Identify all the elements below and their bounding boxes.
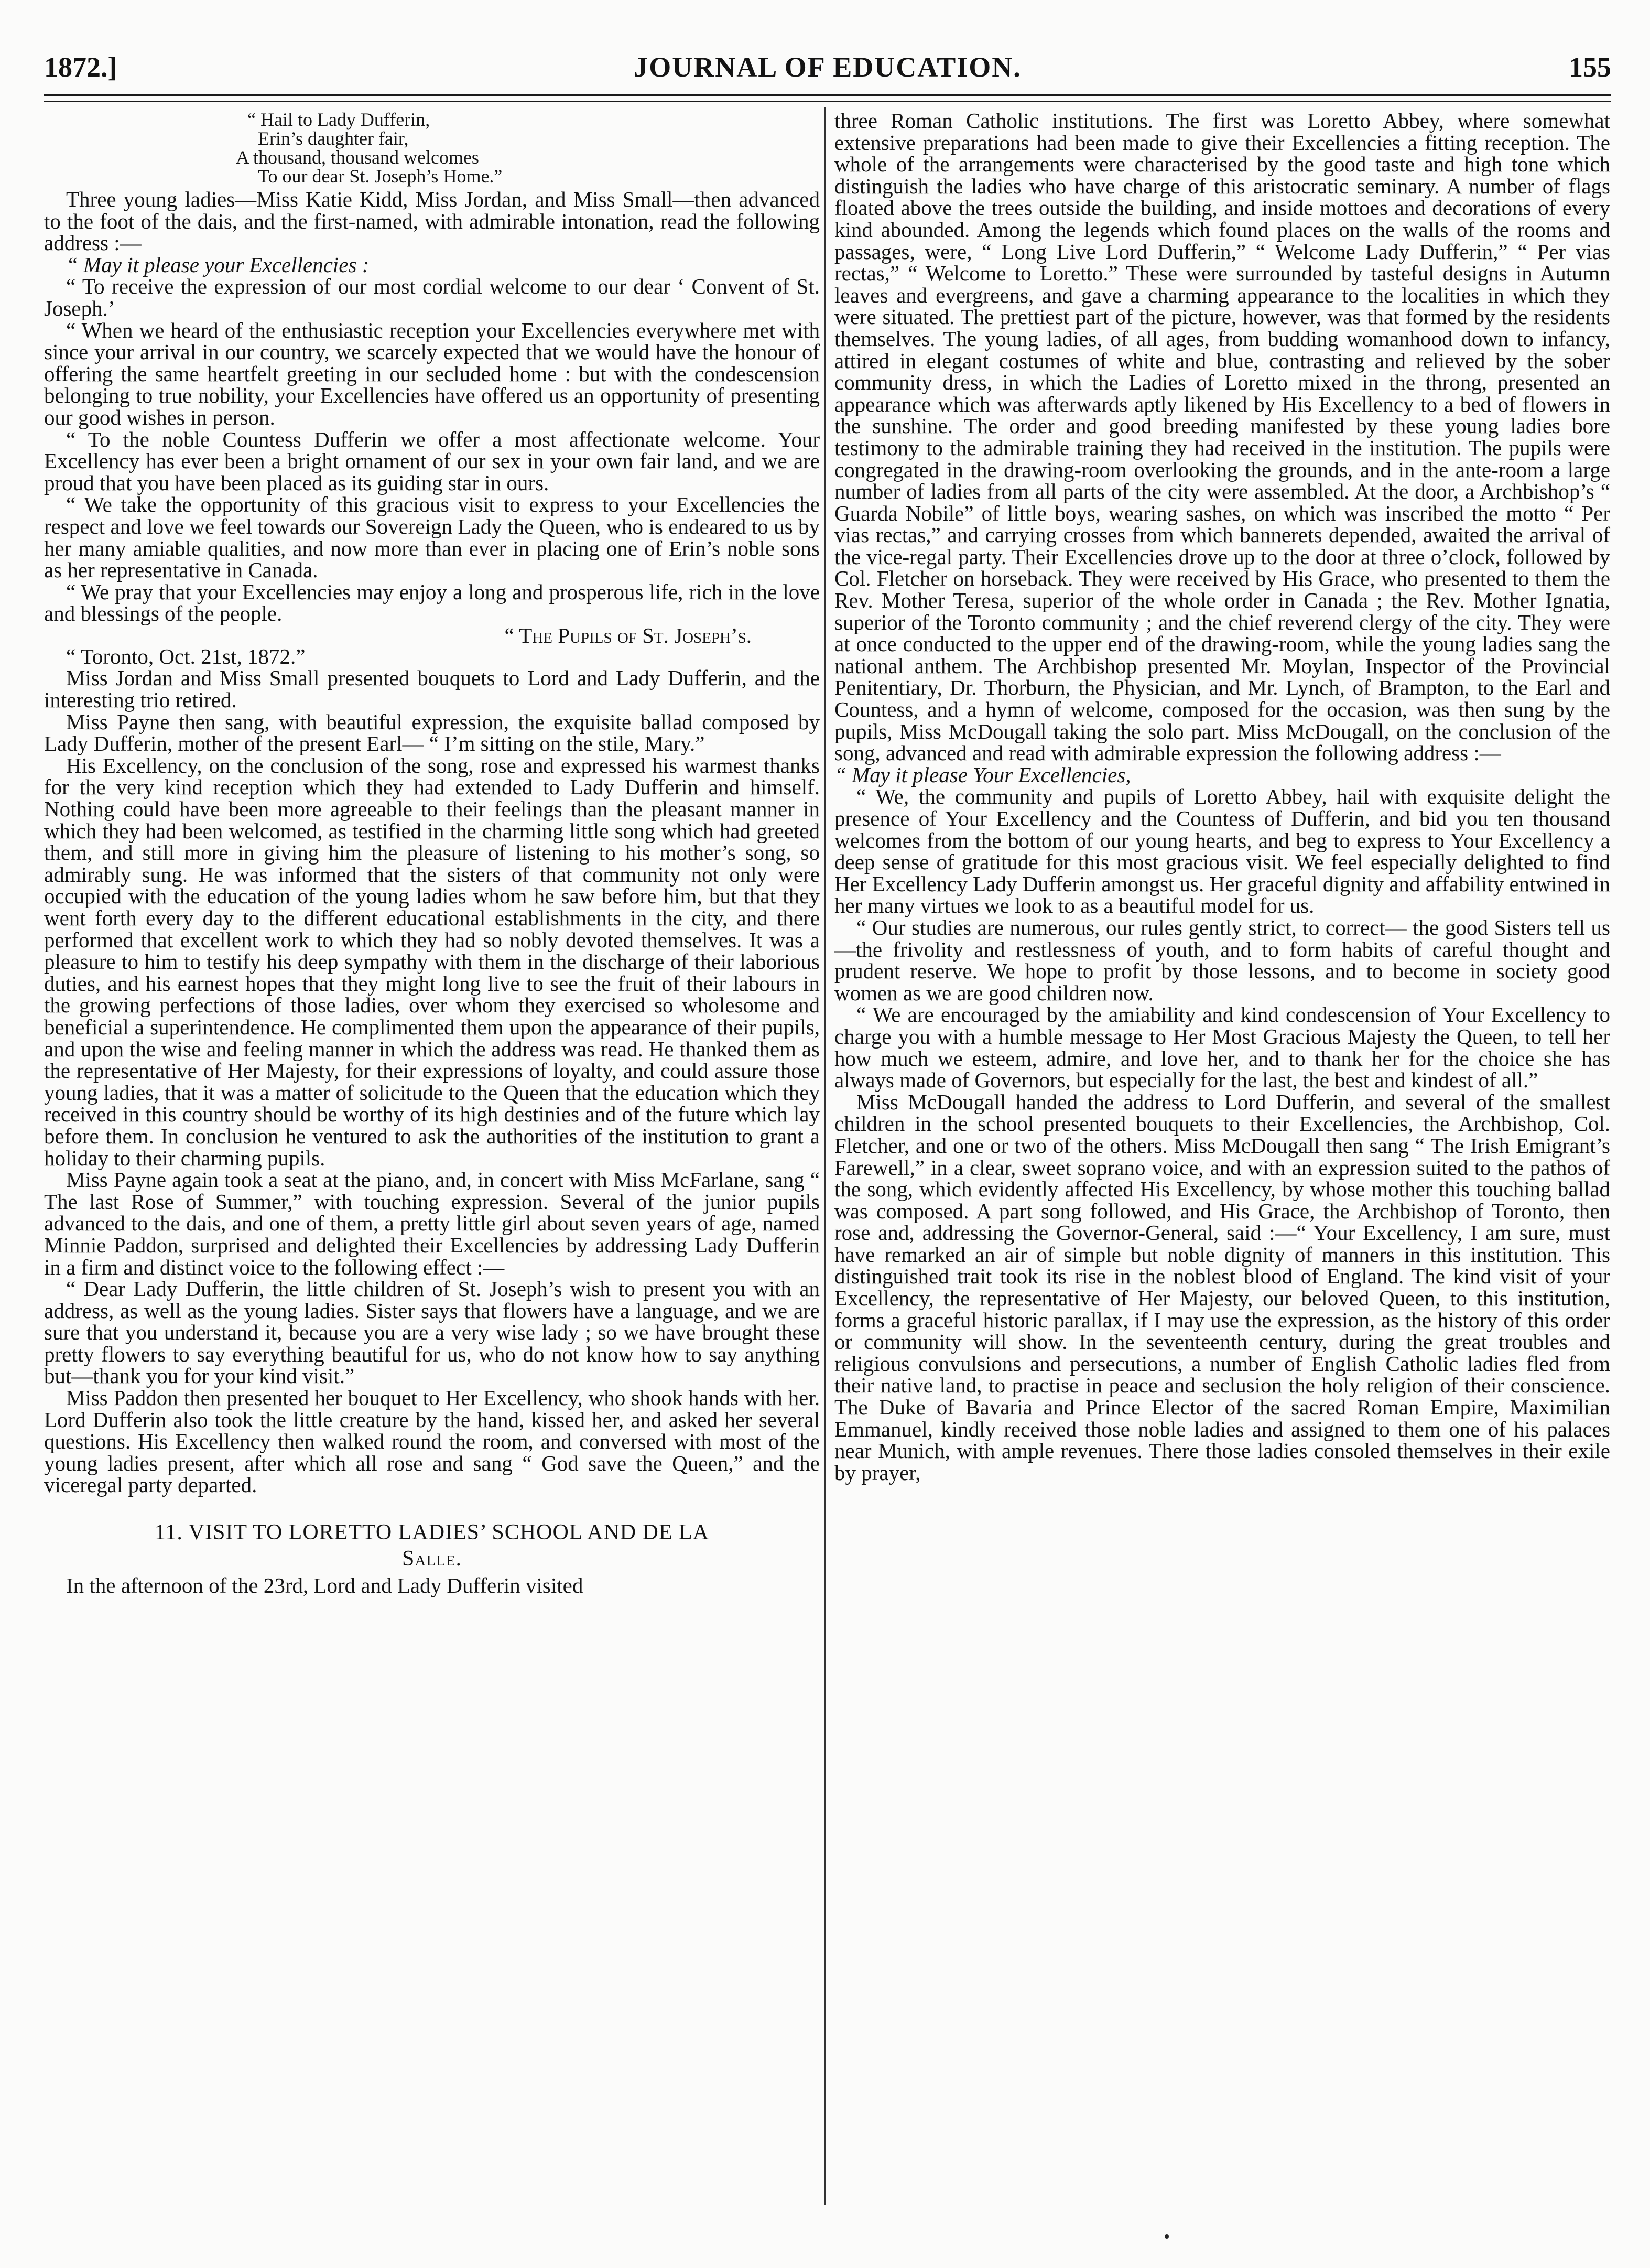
right-column xyxy=(834,110,1610,1484)
paragraph: “ Dear Lady Dufferin, the little children of St. Joseph’s wish to present you with an address, as well as the young ladies. Sister says that flowers have a language, and we are sure that you understand it, because you are a very wise lady ; so we have brought these pretty flowers to say everything beautiful for us, who do not know how to say anything but—thank you for your kind visit.” xyxy=(44,1277,820,1388)
header-year: 1872.] xyxy=(44,51,117,83)
page-number: 155 xyxy=(1569,51,1611,83)
paragraph: “ We are encouraged by the amiability and kind condescension of Your Excellency to charge you with a humble message to Her Most Gracious Majesty the Queen, to tell her how much we esteem, admire, and love her, and to thank her for the choice she has always made of Governors, but especially for the last, the best and kindest of all.” xyxy=(834,1002,1610,1093)
paragraph: Miss Paddon then presented her bouquet to Her Excellency, who shook hands with her. Lord Dufferin also took the little creature by the hand, kissed her, and asked her several questions. His Excellency then walked round the room, and conversed with most of the young ladies present, after which all rose and sang “ God save the Queen,” and the viceregal party departed. xyxy=(44,1386,820,1497)
paragraph: “ To receive the expression of our most cordial welcome to our dear ‘ Convent of St. Joseph.’ xyxy=(44,274,820,320)
paragraph: Miss Payne then sang, with beautiful expression, the exquisite ballad composed by Lady Dufferin, mother of the present Earl— “ I’m sitting on the stile, Mary.” xyxy=(44,709,820,756)
paragraph: “ To the noble Countess Dufferin we offer a most affectionate welcome. Your Excellency has ever been a bright ornament of our sex in your own fair land, and we are proud that you have been placed as its guiding star in ours. xyxy=(44,427,820,495)
paragraph: “ We, the community and pupils of Loretto Abbey, hail with exquisite delight the presence of Your Excellency and the Countess of Dufferin, and bid you ten thousand welcomes from the bottom of our young hearts, and beg to express to Your Excellency a deep sense of gratitude for this most gracious visit. We feel especially delighted to find Her Excellency Lady Dufferin amongst us. Her graceful dignity and affability entwined in her many virtues we look to as a beautiful model for us. xyxy=(834,784,1610,918)
paragraph: “ We pray that your Excellencies may enjoy a long and prosperous life, rich in the love and blessings of the people. xyxy=(44,579,820,626)
paragraph: “ Our studies are numerous, our rules gently strict, to correct— the good Sisters tell us—the frivolity and restlessness of youth, and to form habits of careful thought and prudent reserve. We hope to profit by those lessons, and to become in society good women as we are good children now. xyxy=(834,915,1610,1005)
poem-line: “ Hail to Lady Dufferin, xyxy=(247,109,430,130)
paragraph: His Excellency, on the conclusion of the song, rose and expressed his warmest thanks for the very kind reception which they had extended to Lady Dufferin and himself. Nothing could have been more agreeable to their feelings than the pleasant manner in which they had been welcomed, as testified in the charming little song which had greeted them, and still more in giving him the pleasure of listening to his mother’s song, so admirably sung. He was informed that the sisters of that community not only were occupied with the education of the young ladies whom he saw before him, but that they went forth every day to the different educational establishments in the city, and there performed that excellent work to which they had so nobly devoted themselves. It was a pleasure to him to testify his deep sympathy with them in the discharge of their laborious duties, and his earnest hopes that they might long live to see the fruit of their labours in the growing perfections of those ladies, over whom they exercised so wholesome and beneficial a superintendence. He complimented them upon the appearance of their pupils, and upon the wise and feeling manner in which the address was read. He thanked them as the representative of Her Majesty, for their expressions of loyalty, and could assure those young ladies, that it was a matter of solicitude to the Queen that the education which they received in this country should be worthy of its high destinies and of the future which lay before them. In conclusion he ventured to ask the authorities of the institution to grant a holiday to their charming pupils. xyxy=(44,753,820,1170)
poem-line: A thousand, thousand welcomes xyxy=(236,147,479,168)
poem-line: To our dear St. Joseph’s Home.” xyxy=(258,166,503,187)
page-mark xyxy=(1165,2234,1169,2239)
left-column xyxy=(44,110,820,1597)
paragraph: In the afternoon of the 23rd, Lord and Lady Dufferin visited xyxy=(66,1573,583,1598)
paragraph: Miss Payne again took a seat at the piano, and, in concert with Miss McFarlane, sang “ The last Rose of Summer,” with touching expression. Several of the junior pupils advanced to the dais, and one of them, a pretty little girl about seven years of age, named Minnie Paddon, surprised and delighted their Excellencies by addressing Lady Dufferin in a firm and distinct voice to the following effect :— xyxy=(44,1168,820,1279)
paragraph: “ When we heard of the enthusiastic reception your Excellencies everywhere met with since your arrival in our country, we scarcely expected that we would have the honour of offering the same heartfelt greeting in our secluded home : but with the condescension belonging to true nobility, your Excellencies have offered us an opportunity of presenting our good wishes in person. xyxy=(44,318,820,429)
address-salutation: “ May it please Your Excellencies, xyxy=(834,762,1131,787)
poem xyxy=(44,110,820,186)
journal-title: JOURNAL OF EDUCATION. xyxy=(634,51,1022,83)
page-header xyxy=(44,46,1611,88)
section-heading-line: 11. VISIT TO LORETTO LADIES’ SCHOOL AND DE LA xyxy=(154,1520,710,1545)
paragraph: Miss Jordan and Miss Small presented bouquets to Lord and Lady Dufferin, and the interesting trio retired. xyxy=(44,666,820,712)
section-heading-line-2: Salle. xyxy=(402,1547,462,1571)
poem-line: Erin’s daughter fair, xyxy=(258,128,409,149)
address-signature: “ The Pupils of St. Joseph’s. xyxy=(504,623,752,647)
paragraph: Three young ladies—Miss Katie Kidd, Miss Jordan, and Miss Small—then advanced to the foot of the dais, and the first-named, with admirable intonation, read the following address :— xyxy=(44,187,820,255)
header-rule-thick xyxy=(44,94,1611,96)
paragraph: Miss McDougall handed the address to Lord Dufferin, and several of the smallest children in the school presented bouquets to their Excellencies, the Archbishop, Col. Fletcher, and one or two of the others. Miss McDougall then sang “ The Irish Emigrant’s Farewell,” in a clear, sweet soprano voice, and with an expression suited to the pathos of the song, which evidently affected His Excellency, by whose mother this touching ballad was composed. A part song followed, and His Grace, the Archbishop of Toronto, then rose and, addressing the Governor-General, said :—“ Your Excellency, I am sure, must have remarked an air of simple but noble dignity of manners in this institution. This distinguished trait took its rise in the noblest blood of England. The kind visit of your Excellency, the representative of Her Majesty, our beloved Queen, to this institution, forms a graceful historic parallax, if I may use the expression, as the history of this order or community will show. In the seventeenth century, during the great troubles and religious convulsions and persecutions, a number of English Catholic ladies fled from their native land, to practise in peace and seclusion the holy religion of their conscience. The Duke of Bavaria and Prince Elector of the sacred Roman Empire, Maximilian Emmanuel, kindly received those noble ladies and assigned to them one of his palaces near Munich, with ample revenues. There those ladies consoled themselves in their exile by prayer, xyxy=(834,1089,1610,1485)
address-date: “ Toronto, Oct. 21st, 1872.” xyxy=(66,644,306,668)
address-salutation: “ May it please your Excellencies : xyxy=(66,252,370,277)
header-rule-thin xyxy=(44,101,1611,102)
column-divider xyxy=(824,107,826,2205)
paragraph: “ We take the opportunity of this gracious visit to express to your Excellencies the respect and love we feel towards our Sovereign Lady the Queen, who is endeared to us by her many amiable qualities, and now more than ever in placing one of Erin’s noble sons as her representative in Canada. xyxy=(44,492,820,582)
section-heading xyxy=(44,1519,820,1572)
paragraph: three Roman Catholic institutions. The first was Loretto Abbey, where somewhat extensive preparations had been made to give their Excellencies a fitting reception. The whole of the arrangements were characterised by the good taste and high tone which distinguish the ladies who have charge of this aristocratic seminary. A number of flags floated above the trees outside the building, and inside mottoes and decorations of every kind abounded. Among the legends which found places on the walls of the rooms and passages, were, “ Long Live Lord Dufferin,” “ Welcome Lady Dufferin,” “ Per vias rectas,” “ Welcome to Loretto.” These were surrounded by tasteful designs in Autumn leaves and evergreens, and gave a charming appearance to the localities in which they were situated. The prettiest part of the picture, however, was that formed by the residents themselves. The young ladies, of all ages, from budding womanhood down to infancy, attired in elegant costumes of white and blue, contrasting and relieved by the sober community dress, in which the Ladies of Loretto mixed in the throng, presented an appearance which was afterwards aptly likened by His Excellency to a bed of flowers in the sunshine. The order and good breeding manifested by these young ladies bore testimony to the admirable training they had received in the institution. The pupils were congregated in the drawing-room overlooking the grounds, and in the ante-room a large number of ladies from all parts of the city were assembled. At the door, a Archbishop’s “ Guarda Nobile” of little boys, wearing sashes, on which was inscribed the motto “ Per vias rectas,” and carrying crosses from which bannerets depended, awaited the arrival of the vice-regal party. Their Excellencies drove up to the door at three o’clock, followed by Col. Fletcher on horseback. They were received by His Grace, who presented to them the Rev. Mother Teresa, superior of the whole order in Canada ; the Rev. Mother Ignatia, superior of the Toronto community ; and the chief reverend clergy of the city. They were at once conducted to the upper end of the drawing-room, while the young ladies sang the national anthem. The Archbishop presented Mr. Moylan, Inspector of the Provincial Penitentiary, Dr. Thorburn, the Physician, and Mr. Lynch, of Brampton, to the Earl and Countess, and a hymn of welcome, composed for the occasion, was then sung by the pupils, Miss McDougall taking the solo part. Miss McDougall, on the conclusion of the song, advanced and read with admirable expression the following address :— xyxy=(834,109,1610,765)
